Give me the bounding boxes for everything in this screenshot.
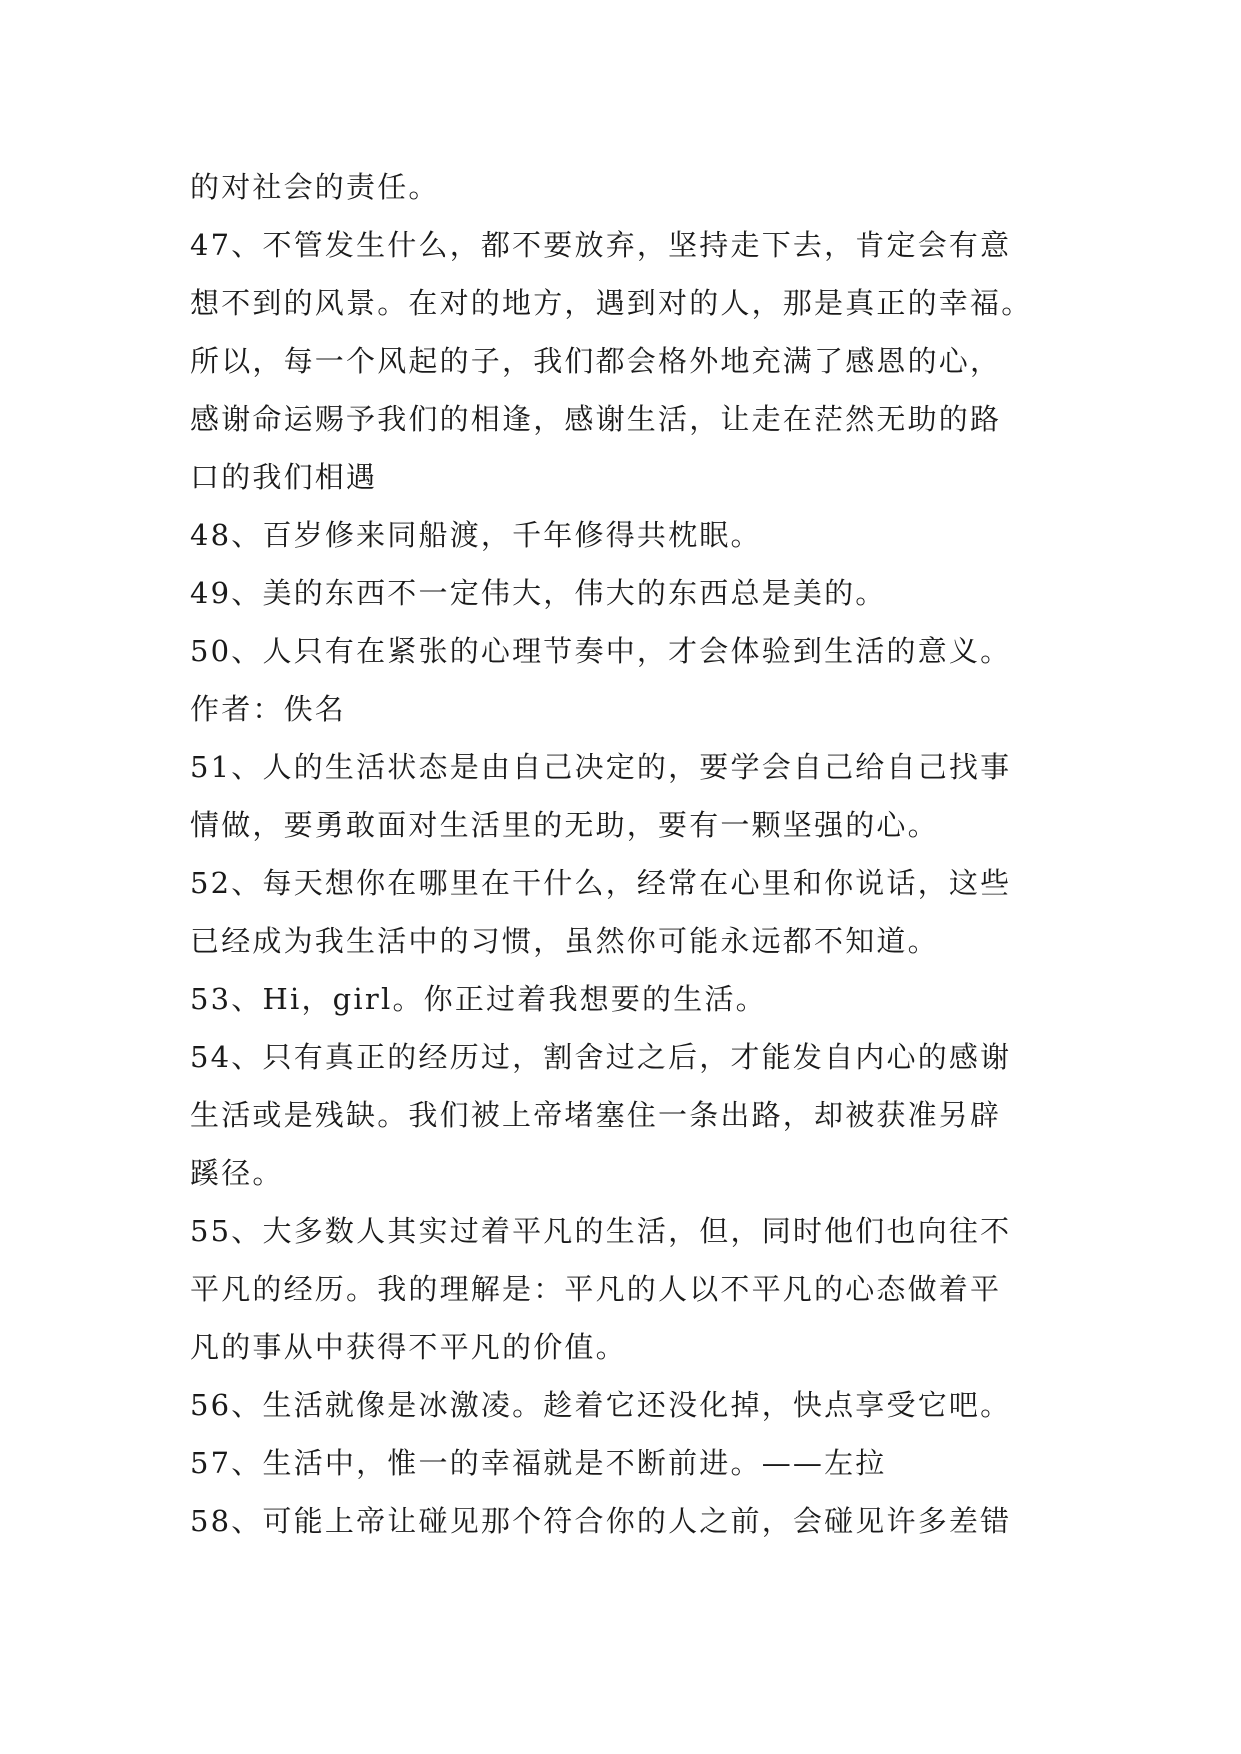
text-line: 作者：佚名: [190, 692, 347, 726]
text-line: 51、人的生活状态是由自己决定的，要学会自己给自己找事: [190, 750, 1012, 784]
document-body: [190, 158, 1090, 1550]
text-line: 54、只有真正的经历过，割舍过之后，才能发自内心的感谢: [190, 1040, 1012, 1074]
text-line: 53、Hi，girl。你正过着我想要的生活。: [190, 982, 767, 1016]
text-line: 的对社会的责任。: [190, 170, 440, 204]
text-line: 平凡的经历。我的理解是：平凡的人以不平凡的心态做着平: [190, 1272, 1002, 1306]
text-line: 49、美的东西不一定伟大，伟大的东西总是美的。: [190, 576, 887, 610]
text-line: 想不到的风景。在对的地方，遇到对的人，那是真正的幸福。: [190, 286, 1033, 320]
text-line: 56、生活就像是冰激凌。趁着它还没化掉，快点享受它吧。: [190, 1388, 1012, 1422]
text-line: 生活或是残缺。我们被上帝堵塞住一条出路，却被获准另辟: [190, 1098, 1002, 1132]
text-line: 已经成为我生活中的习惯，虽然你可能永远都不知道。: [190, 924, 939, 958]
text-line: 48、百岁修来同船渡，千年修得共枕眠。: [190, 518, 762, 552]
text-line: 感谢命运赐予我们的相逢，感谢生活，让走在茫然无助的路: [190, 402, 1002, 436]
text-line: 50、人只有在紧张的心理节奏中，才会体验到生活的意义。: [190, 634, 1012, 668]
text-line: 58、可能上帝让碰见那个符合你的人之前，会碰见许多差错: [190, 1504, 1012, 1538]
text-line: 所以，每一个风起的子，我们都会格外地充满了感恩的心，: [190, 344, 1002, 378]
text-line: 蹊径。: [190, 1156, 284, 1190]
text-line: 57、生活中，惟一的幸福就是不断前进。——左拉: [190, 1446, 887, 1480]
text-line: 口的我们相遇: [190, 460, 378, 494]
text-line: 凡的事从中获得不平凡的价值。: [190, 1330, 627, 1364]
text-line: 52、每天想你在哪里在干什么，经常在心里和你说话，这些: [190, 866, 1012, 900]
text-line: 情做，要勇敢面对生活里的无助，要有一颗坚强的心。: [190, 808, 939, 842]
text-line: 47、不管发生什么，都不要放弃，坚持走下去，肯定会有意: [190, 228, 1012, 262]
text-line: 55、大多数人其实过着平凡的生活，但，同时他们也向往不: [190, 1214, 1012, 1248]
